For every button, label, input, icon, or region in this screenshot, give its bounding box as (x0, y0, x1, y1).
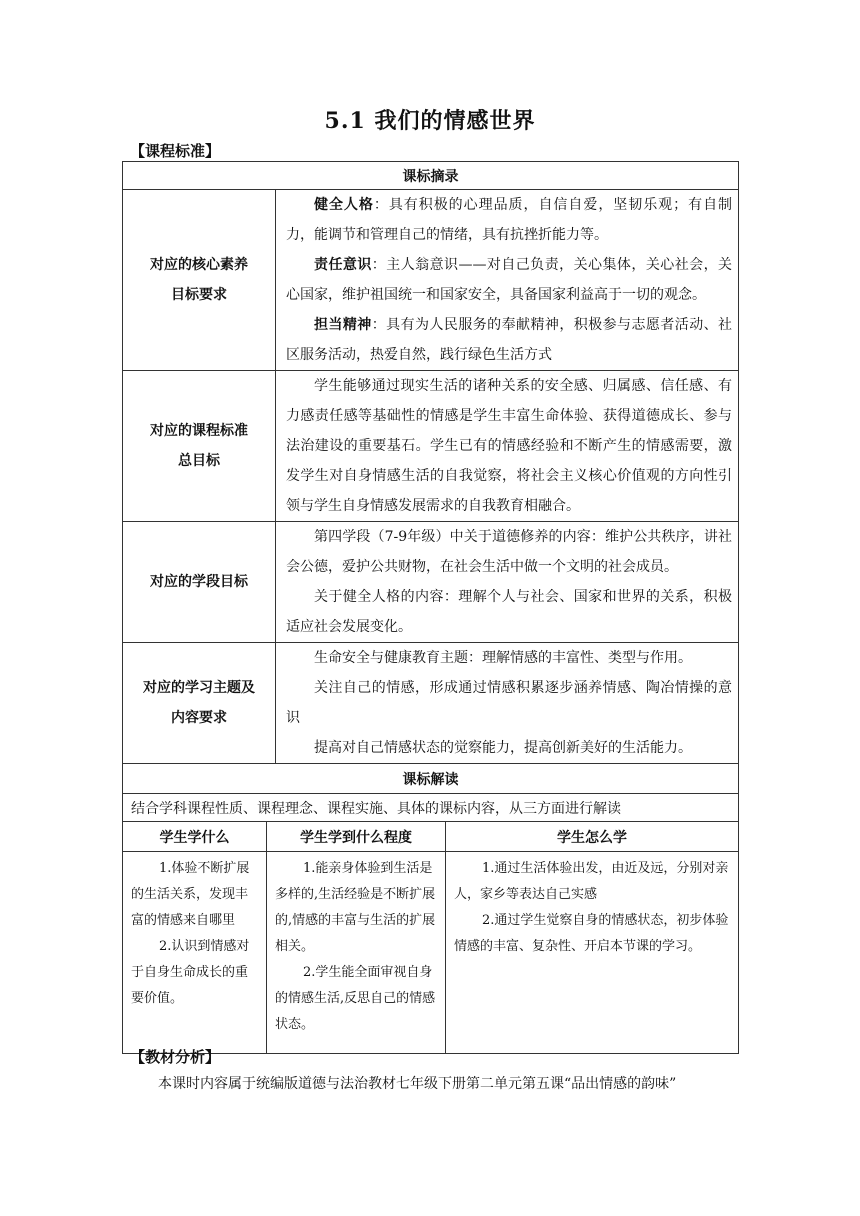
excerpt-header: 课标摘录 (123, 162, 739, 190)
row-content-learning-theme: 生命安全与健康教育主题：理解情感的丰富性、类型与作用。 关注自己的情感，形成通过情感积累逐步涵养情感、陶冶情操的意识 提高对自己情感状态的觉察能力，提高创新美好的生活能力。 (276, 643, 739, 764)
interpret-header: 课标解读 (123, 764, 739, 794)
col-content-what: 1.体验不断扩展的生活关系，发现丰富的情感来自哪里 2.认识到情感对于自身生命成长的重要价值。 (123, 852, 267, 1054)
row-content-curriculum-goal: 学生能够通过现实生活的诸种关系的安全感、归属感、信任感、有力感责任感等基础性的情感是学生丰富生命体验、获得道德成长、参与法治建设的重要基石。学生已有的情感经验和不断产生的情感需要，激发学生对自身情感生活的自我觉察，将社会主义核心价值观的方向性引领与学生自身情感发展需求的自我教育相融合。 (276, 371, 739, 522)
standards-table (122, 161, 739, 1054)
row-content-stage-goal: 第四学段（7-9年级）中关于道德修养的内容：维护公共秩序，讲社会公德，爱护公共财物，在社会生活中做一个文明的社会成员。 关于健全人格的内容：理解个人与社会、国家和世界的关系，积极适应社会发展变化。 (276, 522, 739, 643)
col-header-what: 学生学什么 (123, 822, 267, 852)
row-label-stage-goal: 对应的学段目标 (123, 522, 276, 643)
col-header-how: 学生怎么学 (446, 822, 739, 852)
row-label-learning-theme: 对应的学习主题及 内容要求 (123, 643, 276, 764)
col-content-how: 1.通过生活体验出发，由近及远，分别对亲人，家乡等表达自己实感 2.通过学生觉察自身的情感状态，初步体验情感的丰富、复杂性、开启本节课的学习。 (446, 852, 739, 1054)
section-heading-analysis: 【教材分析】 (130, 1048, 221, 1066)
row-content-core-literacy: 健全人格：具有积极的心理品质，自信自爱，坚韧乐观；有自制力，能调节和管理自己的情绪，具有抗挫折能力等。 责任意识：主人翁意识——对自己负责，关心集体，关心社会，关心国家，维护祖国统一和国家安全，具备国家利益高于一切的观念。 担当精神：具有为人民服务的奉献精神，积极参与志愿者活动、社区服务活动，热爱自然，践行绿色生活方式 (276, 190, 739, 371)
analysis-text: 本课时内容属于统编版道德与法治教材七年级下册第二单元第五课“品出情感的韵味” (158, 1076, 677, 1092)
interpret-text: 结合学科课程性质、课程理念、课程实施、具体的课标内容，从三方面进行解读 (123, 794, 739, 822)
page-title: 5.1 我们的情感世界 (324, 108, 536, 134)
row-label-core-literacy: 对应的核心素养 目标要求 (123, 190, 276, 371)
col-content-degree: 1.能亲身体验到生活是多样的,生活经验是不断扩展的,情感的丰富与生活的扩展相关。 2.学生能全面审视自身的情感生活,反思自己的情感状态。 (267, 852, 446, 1054)
row-label-curriculum-goal: 对应的课程标准 总目标 (123, 371, 276, 522)
section-heading-standards: 【课程标准】 (130, 142, 221, 160)
col-header-degree: 学生学到什么程度 (267, 822, 446, 852)
